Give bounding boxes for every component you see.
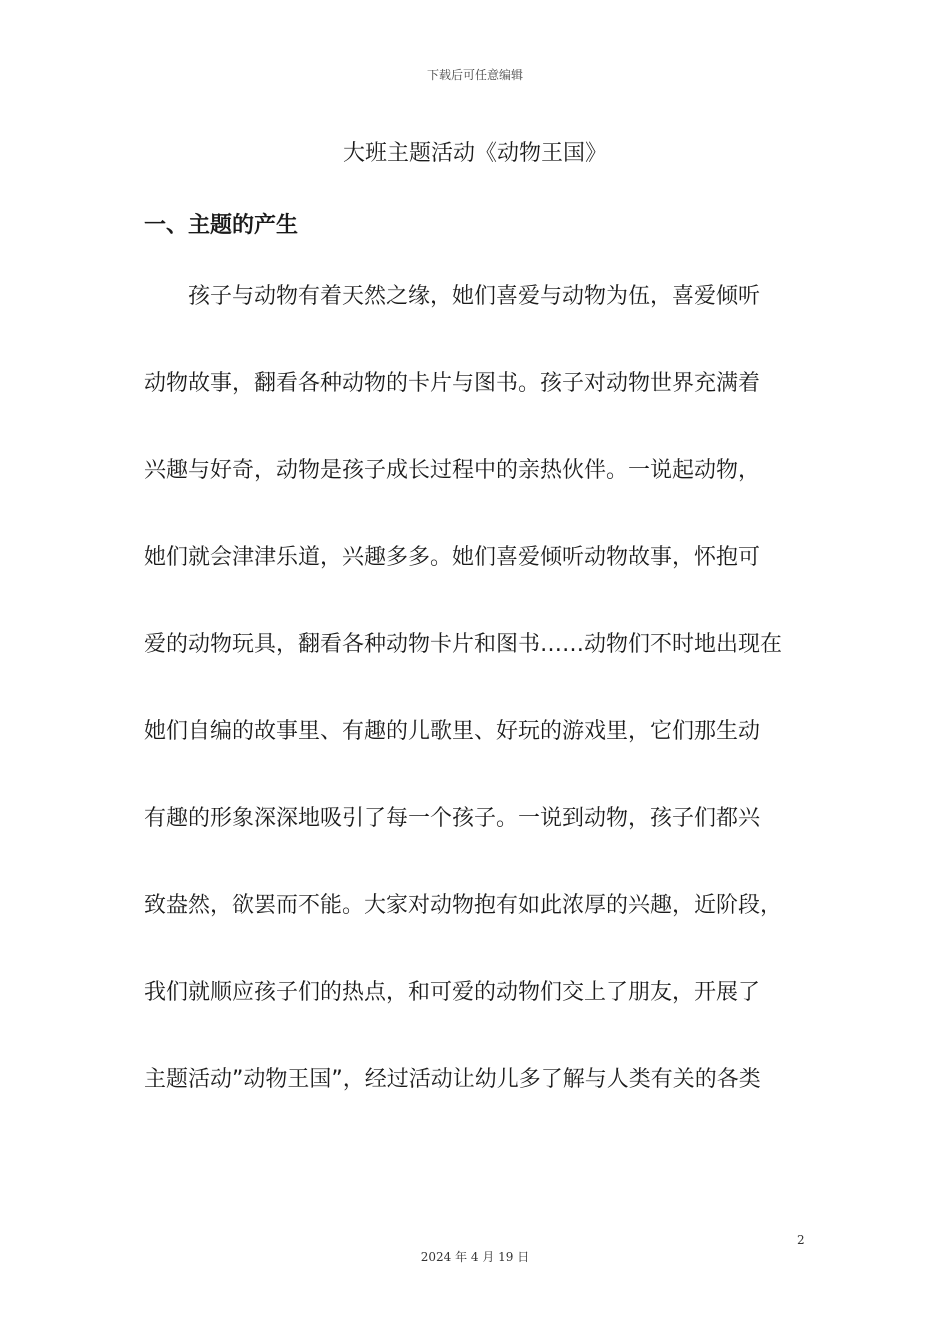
page-number: 2 bbox=[797, 1233, 805, 1247]
document-title: 大班主题活动《动物王国》 bbox=[342, 141, 607, 166]
body-line: 爱的动物玩具，翻看各种动物卡片和图书……动物们不时地出现在 bbox=[144, 632, 783, 657]
body-line: 我们就顺应孩子们的热点，和可爱的动物们交上了朋友，开展了 bbox=[144, 980, 761, 1005]
body-line: 动物故事，翻看各种动物的卡片与图书。孩子对动物世界充满着 bbox=[144, 371, 761, 396]
body-line: 她们就会津津乐道，兴趣多多。她们喜爱倾听动物故事，怀抱可 bbox=[144, 545, 761, 570]
body-line: 主题活动”动物王国”，经过活动让幼儿多了解与人类有关的各类 bbox=[144, 1067, 761, 1092]
body-line: 有趣的形象深深地吸引了每一个孩子。一说到动物，孩子们都兴 bbox=[144, 806, 761, 831]
footer-date: 2024 年 4 月 19 日 bbox=[420, 1250, 530, 1264]
body-line: 孩子与动物有着天然之缘，她们喜爱与动物为伍，喜爱倾听 bbox=[144, 284, 761, 309]
body-line: 兴趣与好奇，动物是孩子成长过程中的亲热伙伴。一说起动物， bbox=[144, 458, 761, 483]
section-heading: 一、主题的产生 bbox=[144, 213, 299, 238]
body-line: 她们自编的故事里、有趣的儿歌里、好玩的游戏里，它们那生动 bbox=[144, 719, 761, 744]
header-note: 下载后可任意编辑 bbox=[426, 68, 523, 82]
body-line: 致盎然，欲罢而不能。大家对动物抱有如此浓厚的兴趣，近阶段， bbox=[144, 893, 783, 918]
